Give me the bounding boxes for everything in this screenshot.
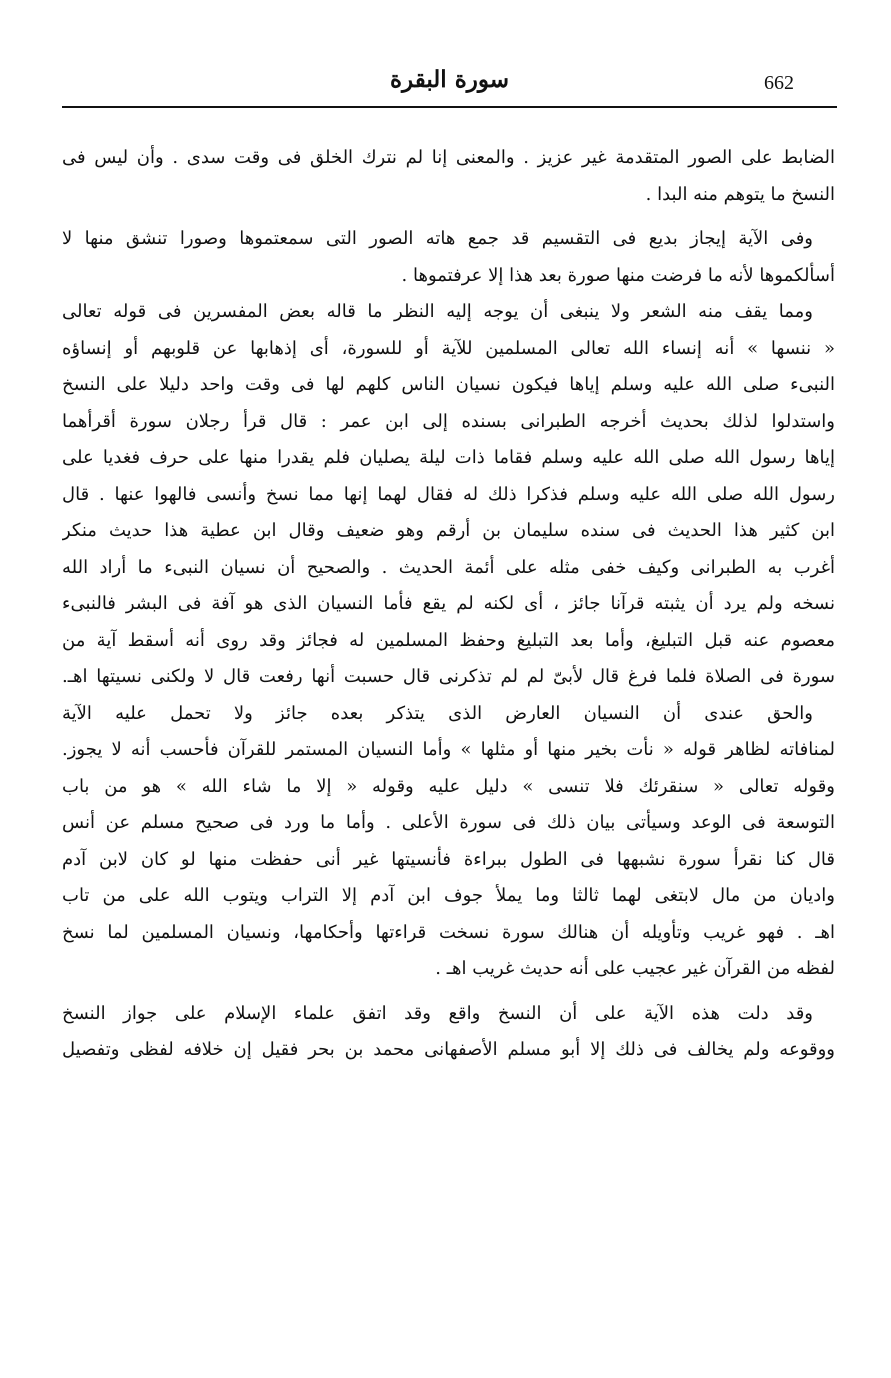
text-line: التوسعة فى الوعد وسيأتى بيان ذلك فى سورة الأعلى . وأما ما ورد فى صحيح مسلم عن أنس: [62, 812, 835, 833]
text-line: واستدلوا لذلك بحديث أخرجه الطبرانى بسنده إلى ابن عمر : قال قرأ رجلان سورة أقرأهما: [62, 410, 835, 432]
text-line: لفظه من القرآن غير عجيب على أنه حديث غريب اهـ .: [435, 958, 835, 979]
body-text: [62, 140, 835, 1069]
text-line: وقوله تعالى « سنقرئك فلا تنسى » دليل عليه وقوله « إلا ما شاء الله » هو من باب: [62, 775, 835, 797]
text-line: قال كنا نقرأ سورة نشبهها فى الطول ببراءة فأنسيتها غير أنى حفظت منها لو كان لابن آدم: [62, 848, 835, 870]
text-line: أسألكموها لأنه ما فرضت منها صورة بعد هذا إلا عرفتموها .: [401, 264, 835, 286]
paragraph-gap: [62, 988, 835, 996]
text-line: وقد دلت هذه الآية على أن النسخ واقع وقد اتفق علماء الإسلام على جواز النسخ: [62, 1002, 813, 1024]
text-line: إياها رسول الله صلى الله عليه وسلم فقاما ذات ليلة يصليان فلم يقدرا منها على حرف فغديا على: [62, 447, 835, 468]
text-line: اهـ . فهو غريب وتأويله أن هنالك سورة نسخت قراءتها وأحكامها، ونسيان المسلمين لما نسخ: [62, 921, 835, 943]
text-line: واديان من مال لابتغى لهما ثالثا وما يملأ جوف ابن آدم إلا التراب ويتوب الله على من تاب: [62, 885, 835, 906]
text-line: النبىء صلى الله عليه وسلم إياها فيكون نسيان الناس كلهم لها فى وقت واحد دليلا على النسخ: [62, 374, 835, 395]
text-line: النسخ ما يتوهم منه البدا .: [645, 183, 835, 205]
text-line: أغرب به الطبرانى وكيف خفى مثله على أئمة الحديث . والصحيح أن نسيان النبىء ما أراد الله: [62, 556, 835, 578]
paragraph-gap: [62, 213, 835, 221]
text-line: رسول الله صلى الله عليه وسلم فذكرا ذلك له فقال لهما إنها مما نسخ وأنسى فالهوا عنها . قال: [62, 483, 835, 505]
text-line: معصوم عنه قبل التبليغ، وأما بعد التبليغ وحفظ المسلمين له فجائز وقد روى أنه أسقط آية من: [62, 629, 835, 651]
text-line: نسخه ولم يرد أن يثبته قرآنا جائز ، أى لكنه لم يقع فأما النسيان الذى هو آفة فى البشر فالنبىء: [62, 593, 835, 614]
page-header: [62, 58, 837, 108]
text-line: والحق عندى أن النسيان العارض الذى يتذكر بعده جائز ولا تحمل عليه الآية: [62, 702, 813, 724]
text-line: لمنافاته لظاهر قوله « نأت بخير منها أو مثلها » وأما النسيان المستمر للقرآن فأحسب أنه لا يجوز.: [62, 739, 835, 760]
text-line: وفى الآية إيجاز بديع فى التقسيم قد جمع هاته الصور التى سمعتموها وصورا تنشق منها لا: [62, 228, 813, 249]
text-line: ومما يقف منه الشعر ولا ينبغى أن يوجه إليه النظر ما قاله بعض المفسرين فى قوله تعالى: [62, 301, 813, 322]
text-line: ووقوعه ولم يخالف فى ذلك إلا أبو مسلم الأصفهانى محمد بن بحر فقيل إن خلافه لفظى وتفصيل: [62, 1039, 835, 1060]
page-number: 662: [764, 72, 794, 94]
running-head: سورة البقرة: [389, 66, 510, 93]
text-line: سورة فى الصلاة فلما فرغ قال لأبىّ لم لم تذكرنى قال حسبت أنها رفعت قال لا ولكنى نسيتها اهـ.: [62, 666, 835, 687]
text-line: ابن كثير هذا الحديث فى سنده سليمان بن أرقم وهو ضعيف وقال ابن عطية هذا حديث منكر: [62, 520, 835, 541]
text-line: الضابط على الصور المتقدمة غير عزيز . والمعنى إنا لم نترك الخلق فى وقت سدى . وأن ليس فى: [62, 147, 835, 168]
text-line: « ننسها » أنه إنساء الله تعالى المسلمين للآية أو للسورة، أى إذهابها عن قلوبهم أو إنساؤه: [62, 337, 835, 359]
header-rule: [62, 106, 837, 108]
